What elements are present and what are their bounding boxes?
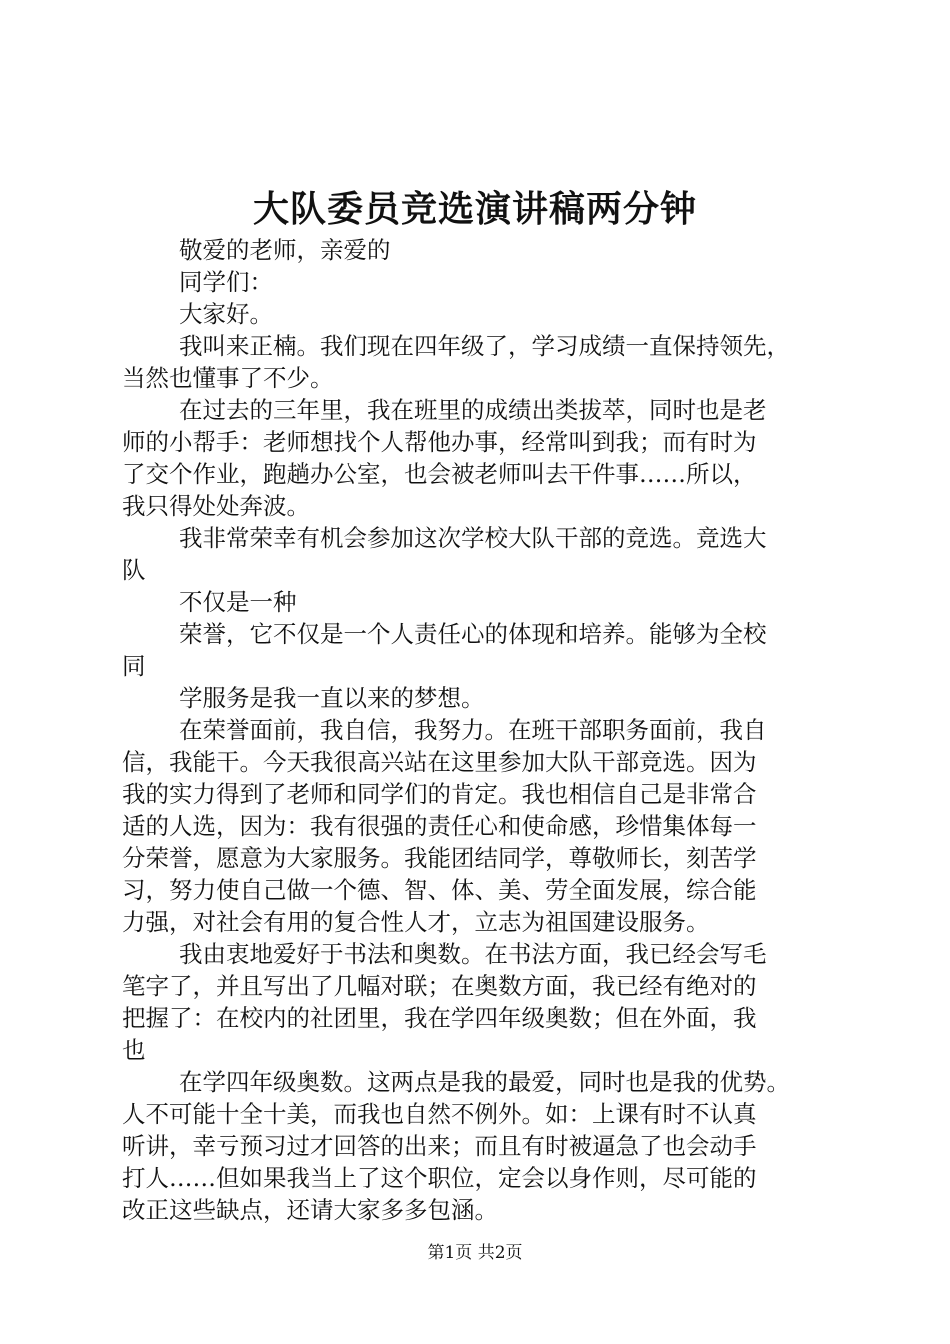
- paragraph-line: 打人……但如果我当上了这个职位，定会以身作则，尽可能的: [122, 1164, 757, 1192]
- paragraph-line: 听讲，幸亏预习过才回答的出来；而且有时被逼急了也会动手: [122, 1132, 757, 1160]
- page-footer: 第1页 共2页: [427, 1243, 523, 1263]
- paragraph-line: 了交个作业，跑趟办公室，也会被老师叫去干件事……所以，: [122, 460, 757, 488]
- paragraph-line: 当然也懂事了不少。: [122, 364, 334, 392]
- paragraph-line: 我的实力得到了老师和同学们的肯定。我也相信自己是非常合: [122, 780, 757, 808]
- paragraph-line: 敬爱的老师，亲爱的: [179, 236, 391, 264]
- paragraph-line: 荣誉，它不仅是一个人责任心的体现和培养。能够为全校: [179, 620, 767, 648]
- document-title: 大队委员竞选演讲稿两分钟: [252, 188, 697, 230]
- paragraph-line: 适的人选，因为：我有很强的责任心和使命感，珍惜集体每一: [122, 812, 757, 840]
- paragraph-line: 笔字了，并且写出了几幅对联；在奥数方面，我已经有绝对的: [122, 972, 757, 1000]
- paragraph-line: 把握了：在校内的社团里，我在学四年级奥数；但在外面，我: [122, 1004, 757, 1032]
- paragraph-line: 大家好。: [179, 300, 273, 328]
- paragraph-line: 同: [122, 652, 146, 680]
- paragraph-line: 不仅是一种: [179, 588, 297, 616]
- paragraph-line: 师的小帮手：老师想找个人帮他办事，经常叫到我；而有时为: [122, 428, 757, 456]
- paragraph-line: 人不可能十全十美，而我也自然不例外。如：上课有时不认真: [122, 1100, 757, 1128]
- paragraph-line: 我只得处处奔波。: [122, 492, 310, 520]
- paragraph-line: 习，努力使自己做一个德、智、体、美、劳全面发展，综合能: [122, 876, 757, 904]
- paragraph-line: 同学们：: [179, 268, 273, 296]
- paragraph-line: 信，我能干。今天我很高兴站在这里参加大队干部竞选。因为: [122, 748, 757, 776]
- document-body: [122, 234, 842, 1226]
- paragraph-line: 在荣誉面前，我自信，我努力。在班干部职务面前，我自: [179, 716, 767, 744]
- paragraph-line: 队: [122, 556, 146, 584]
- paragraph-line: 在过去的三年里，我在班里的成绩出类拔萃，同时也是老: [179, 396, 767, 424]
- paragraph-line: 学服务是我一直以来的梦想。: [179, 684, 485, 712]
- paragraph-line: 力强，对社会有用的复合性人才，立志为祖国建设服务。: [122, 908, 710, 936]
- paragraph-line: 在学四年级奥数。这两点是我的最爱，同时也是我的优势。: [179, 1068, 790, 1096]
- paragraph-line: 我由衷地爱好于书法和奥数。在书法方面，我已经会写毛: [179, 940, 767, 968]
- paragraph-line: 我非常荣幸有机会参加这次学校大队干部的竞选。竞选大: [179, 524, 767, 552]
- paragraph-line: 改正这些缺点，还请大家多多包涵。: [122, 1196, 498, 1224]
- paragraph-line: 分荣誉，愿意为大家服务。我能团结同学，尊敬师长，刻苦学: [122, 844, 757, 872]
- paragraph-line: 也: [122, 1036, 146, 1064]
- paragraph-line: 我叫来正楠。我们现在四年级了，学习成绩一直保持领先，: [179, 332, 790, 360]
